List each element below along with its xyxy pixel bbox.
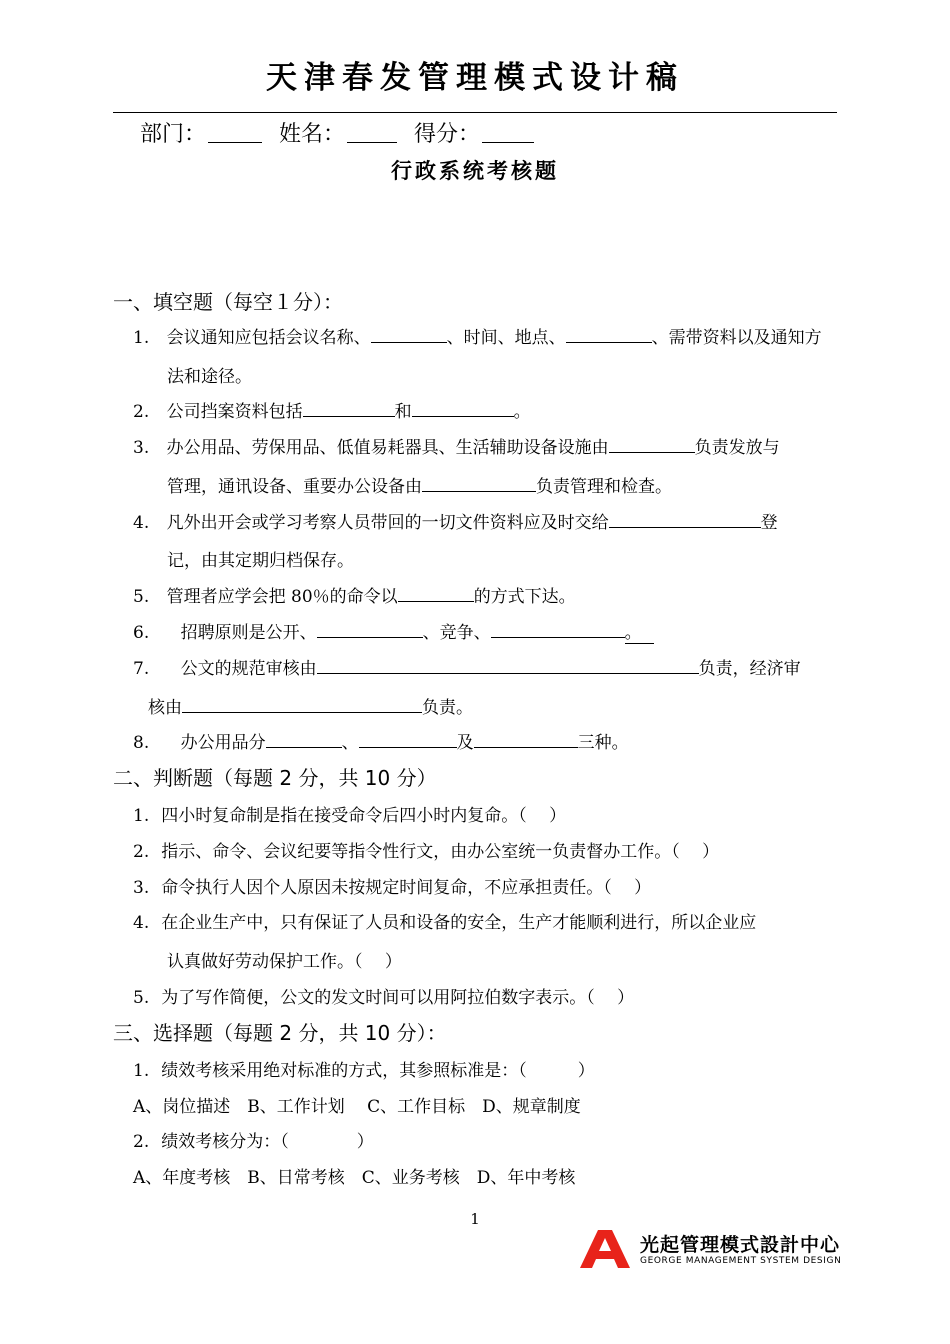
fill-blank[interactable] — [317, 622, 423, 638]
q1-1-line2: 法和途径。 — [167, 367, 252, 387]
q3-1-options: A、岗位描述 B、工作计划 C、工作目标 D、规章制度 — [133, 1097, 581, 1117]
dept-blank[interactable] — [208, 122, 262, 143]
logo-text-en: GEORGE MANAGEMENT SYSTEM DESIGN — [640, 1256, 842, 1266]
q1-7-line2: 核由 负责。 — [148, 698, 473, 718]
section1-heading: 一、填空题（每空１分）： — [113, 290, 343, 314]
fill-blank[interactable] — [266, 732, 342, 748]
fill-blank[interactable] — [371, 327, 447, 343]
fill-blank[interactable] — [412, 401, 514, 417]
q1-7-line1: 7. 公文的规范审核由 负责，经济审 — [133, 659, 801, 679]
q2-4-line1: 4. 在企业生产中，只有保证了人员和设备的安全，生产才能顺利进行，所以企业应 — [133, 913, 757, 933]
logo-text-cn: 光起管理模式設計中心 — [640, 1234, 841, 1256]
company-logo — [578, 1228, 840, 1270]
question-number: 1. — [133, 328, 150, 348]
q2-3: 3. 命令执行人因个人原因未按规定时间复命，不应承担责任。（ ） — [133, 878, 652, 898]
exam-subtitle: 行政系统考核题 — [391, 159, 559, 183]
fill-blank[interactable] — [317, 658, 699, 674]
fill-blank[interactable] — [398, 586, 474, 602]
fill-blank[interactable] — [566, 327, 652, 343]
section3-heading: 三、选择题（每题 2 分，共 10 分）： — [113, 1021, 447, 1045]
q1-5: 5. 管理者应学会把 80％的命令以 的方式下达。 — [133, 587, 576, 607]
name-blank[interactable] — [347, 122, 397, 143]
fill-blank[interactable] — [491, 622, 625, 638]
fill-blank[interactable] — [609, 512, 761, 528]
fill-blank[interactable] — [474, 732, 578, 748]
q2-4-line2: 认真做好劳动保护工作。（ ） — [167, 952, 402, 972]
document-title: 天津春发管理模式设计稿 — [266, 60, 684, 96]
q3-2-options: A、年度考核 B、日常考核 C、业务考核 D、年中考核 — [133, 1168, 576, 1188]
q1-6: 6. 招聘原则是公开、 、竞争、 。 — [133, 618, 654, 643]
info-line — [140, 117, 544, 148]
fill-blank[interactable] — [303, 401, 395, 417]
q2-1: 1. 四小时复命制是指在接受命令后四小时内复命。（ ） — [133, 806, 567, 826]
q1-4-line2: 记，由其定期归档保存。 — [167, 551, 354, 571]
name-label: 姓名： — [279, 122, 346, 147]
score-label: 得分： — [414, 122, 481, 147]
score-blank[interactable] — [482, 122, 534, 143]
q1-8: 8. 办公用品分 、 及 三种。 — [133, 733, 629, 753]
page-number: 1 — [470, 1210, 480, 1228]
q3-1: 1. 绩效考核采用绝对标准的方式，其参照标准是：（ ） — [133, 1061, 595, 1081]
fill-blank[interactable] — [182, 697, 422, 713]
fill-blank[interactable] — [422, 476, 536, 492]
q1-3-line1: 3. 办公用品、劳保用品、低值易耗器具、生活辅助设备设施由 负责发放与 — [133, 438, 780, 458]
section2-heading: 二、判断题（每题 2 分，共 10 分） — [113, 766, 437, 790]
q1-4-line1: 4. 凡外出开会或学习考察人员带回的一切文件资料应及时交给 登 — [133, 513, 778, 533]
q1-1-line1: 1. 会议通知应包括会议名称、 、时间、地点、 、需带资料以及通知方 — [133, 328, 822, 348]
dept-label: 部门： — [140, 122, 207, 147]
fill-blank[interactable] — [609, 437, 695, 453]
q2-5: 5. 为了写作简便，公文的发文时间可以用阿拉伯数字表示。（ ） — [133, 988, 635, 1008]
q3-2: 2. 绩效考核分为：（ ） — [133, 1132, 374, 1152]
fill-blank[interactable] — [359, 732, 457, 748]
header-rule — [113, 112, 837, 113]
q2-2: 2. 指示、命令、会议纪要等指令性行文，由办公室统一负责督办工作。（ ） — [133, 842, 720, 862]
q1-2: 2. 公司挡案资料包括 和 。 — [133, 402, 531, 422]
logo-a-icon — [578, 1228, 634, 1270]
q1-3-line2: 管理，通讯设备、重要办公设备由 负责管理和检查。 — [167, 477, 672, 497]
